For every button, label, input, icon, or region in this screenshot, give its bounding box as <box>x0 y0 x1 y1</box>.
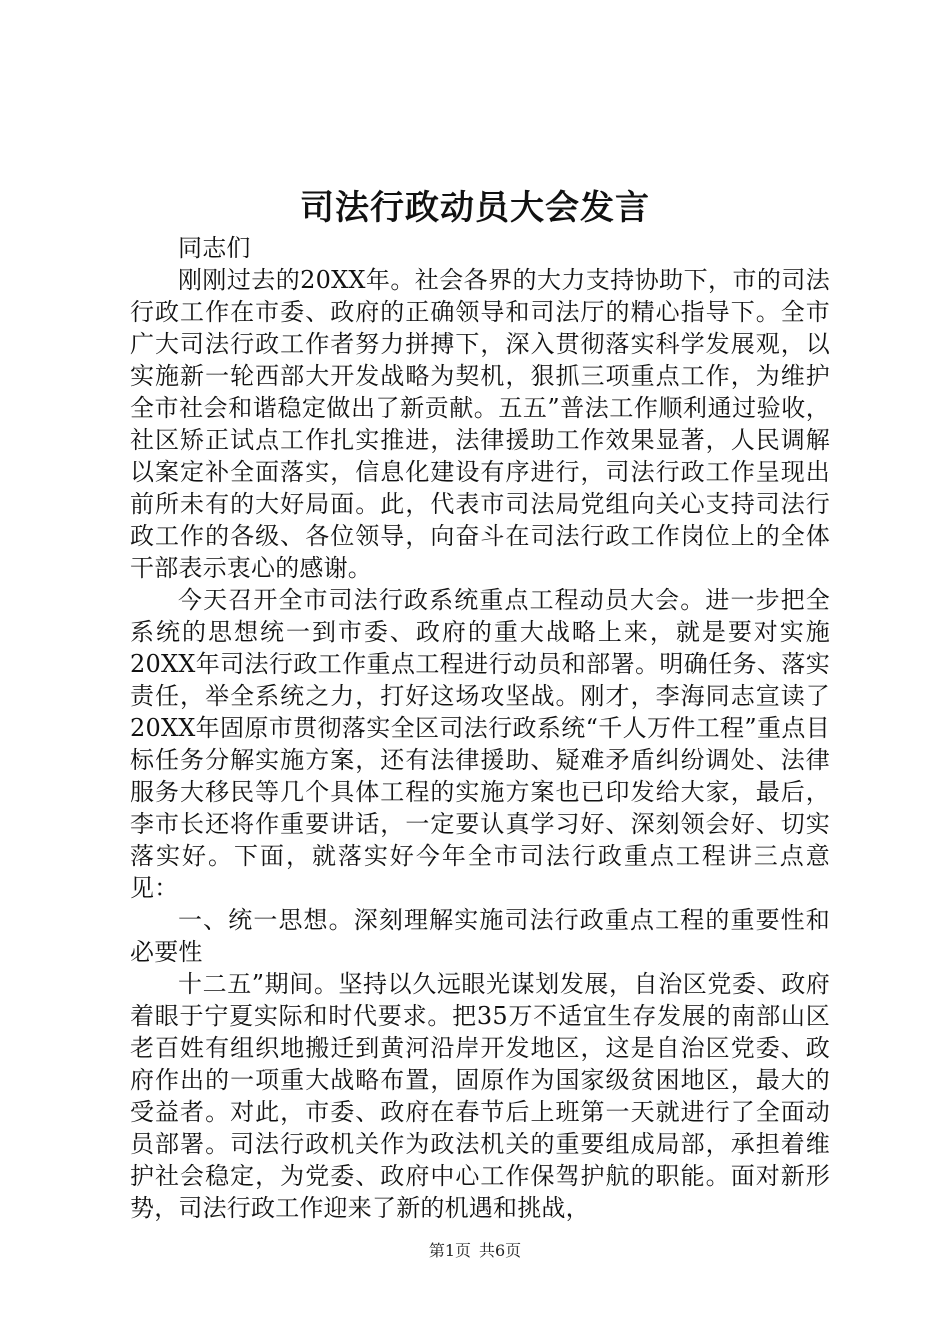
section-heading-paragraph: 一、统一思想。深刻理解实施司法行政重点工程的重要性和必要性 <box>130 906 830 966</box>
document-title: 司法行政动员大会发言 <box>300 188 650 228</box>
document-body <box>130 232 830 1224</box>
page-total: 共6页 <box>479 1241 522 1260</box>
page-footer <box>0 1240 950 1262</box>
body-paragraph: 今天召开全市司法行政系统重点工程动员大会。进一步把全系统的思想统一到市委、政府的重大战略上来，就是要对实施20XX年司法行政工作重点工程进行动员和部署。明确任务、落实责任，举全系统之力，打好这场攻坚战。刚才，李海同志宣读了20XX年固原市贯彻落实全区司法行政系统“千人万件工程”重点目标任务分解实施方案，还有法律援助、疑难矛盾纠纷调处、法律服务大移民等几个具体工程的实施方案也已印发给大家，最后，李市长还将作重要讲话，一定要认真学习好、深刻领会好、切实落实好。下面，就落实好今年全市司法行政重点工程讲三点意见： <box>130 586 830 902</box>
salutation-paragraph: 同志们 <box>178 234 251 262</box>
body-paragraph: 十二五”期间。坚持以久远眼光谋划发展，自治区党委、政府着眼于宁夏实际和时代要求。把35万不适宜生存发展的南部山区老百姓有组织地搬迁到黄河沿岸开发地区，这是自治区党委、政府作出的一项重大战略布置，固原作为国家级贫困地区，最大的受益者。对此，市委、政府在春节后上班第一天就进行了全面动员部署。司法行政机关作为政法机关的重要组成局部，承担着维护社会稳定，为党委、政府中心工作保驾护航的职能。面对新形势，司法行政工作迎来了新的机遇和挑战， <box>130 970 830 1222</box>
page-number: 第1页 <box>428 1241 471 1260</box>
body-paragraph: 刚刚过去的20XX年。社会各界的大力支持协助下，市的司法行政工作在市委、政府的正确领导和司法厅的精心指导下。全市广大司法行政工作者努力拼搏下，深入贯彻落实科学发展观，以实施新一轮西部大开发战略为契机，狠抓三项重点工作，为维护全市社会和谐稳定做出了新贡献。五五”普法工作顺利通过验收，社区矫正试点工作扎实推进，法律援助工作效果显著，人民调解以案定补全面落实，信息化建设有序进行，司法行政工作呈现出前所未有的大好局面。此，代表市司法局党组向关心支持司法行政工作的各级、各位领导，向奋斗在司法行政工作岗位上的全体干部表示衷心的感谢。 <box>130 266 830 582</box>
